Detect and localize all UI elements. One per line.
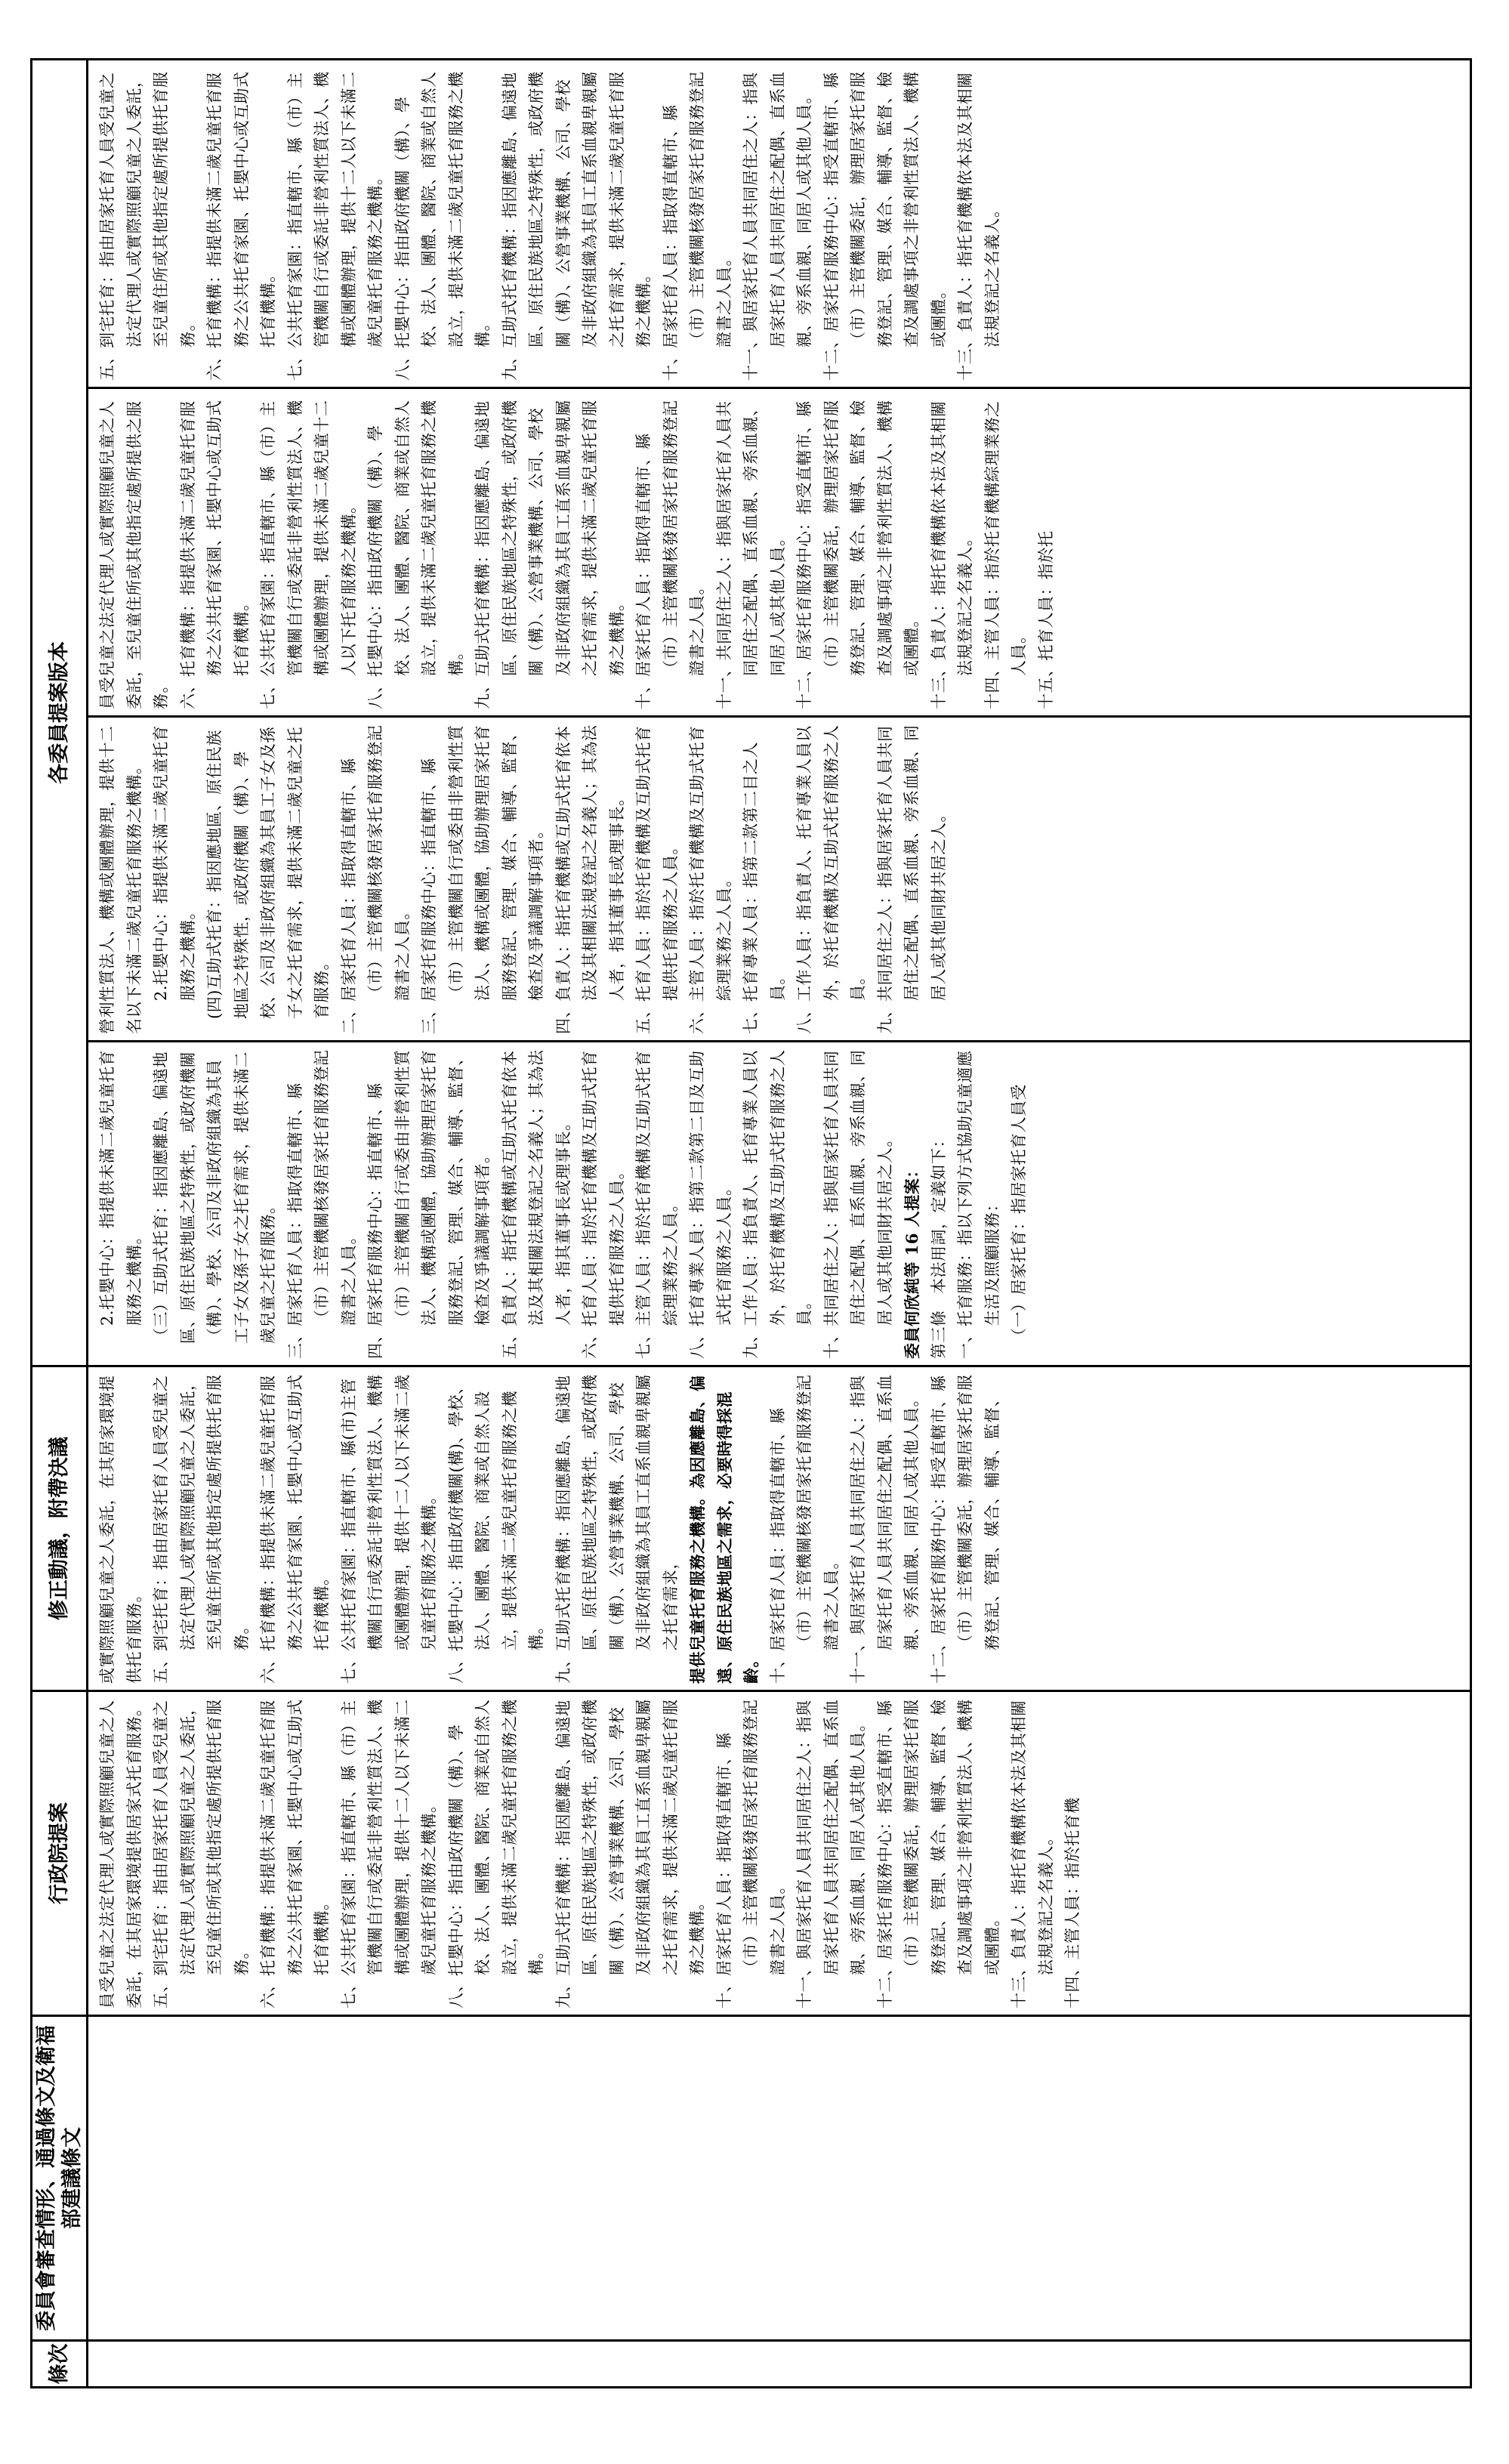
paragraph: 2.托嬰中心：指提供未滿二歲兒童托育服務之機構。 xyxy=(152,724,197,1001)
members-text-c xyxy=(88,389,1066,715)
body-row xyxy=(88,60,1471,2388)
paragraph: 四、居家托育服務中心：指直轄市、縣（市）主管機關自行或委由非營利性質法人、機構或團體，協助辦理居家托育服務登記、管理、媒合、輔導、監督、檢查及爭議調解事項者。 xyxy=(366,1049,492,1359)
members-text-b xyxy=(88,718,958,1040)
paragraph: 十一、共同居住之人：指與居家托育人員共同居住之配偶、直系血親、旁系血親、同居人或其他人員。 xyxy=(714,400,787,709)
header-row xyxy=(32,60,88,2388)
paragraph: 十三、負責人：指托育機構依本法及其相關法規登記之名義人。 xyxy=(956,72,1001,381)
members-cell-c xyxy=(88,388,1471,717)
paragraph: 十、居家托育人員：指取得直轄市、縣（市）主管機關核發居家托育服務登記證書之人員。 xyxy=(634,400,706,709)
paragraph: 七、公共托育家園：指直轄市、縣（市）主管機關自行或委託非營利性質法人、機構或團體辦理，提供十二人以下未滿二歲兒童托育服務之機構。 xyxy=(339,1699,438,2009)
paragraph: 五、到宅托育：指由居家托育人員受兒童之法定代理人或實際照顧兒童之人委託，至兒童住所或其他指定處所提供托育服務。 xyxy=(98,71,197,381)
paragraph: 九、互助式托育機構：指因應離島、偏遠地區、原住民族地區之特殊性，或政府機關（構）、公營事業機構、公司、學校及非政府組織為其員工直系血親卑親屬之托育需求，提供未滿二歲兒童托育服務之機構。 xyxy=(500,71,653,381)
members-cell-d xyxy=(88,60,1471,388)
paragraph: 十一、與居家托育人員共同居住之人：指與居家托育人員共同居住之配偶、直系血親、旁系血親、同居人或其他人員。 xyxy=(849,1374,921,1684)
paragraph: 六、主管人員：指於托育機構及互助式托育綜理業務之人員。 xyxy=(688,725,733,1034)
paragraph: 十、居家托育人員：指取得直轄市、縣（市）主管機關核發居家托育服務登記證書之人員。 xyxy=(714,1699,787,2009)
paragraph: 二、居家托育人員：指取得直轄市、縣（市）主管機關核發居家托育服務登記證書之人員。 xyxy=(339,724,412,1034)
paragraph: （三）互助式托育：指因應離島、偏遠地區、原住民族地區之特殊性，或政府機關（構）、學校、公司及非政府組織為其員工子女及孫子女之托育需求，提供未滿二歲兒童之托育服務。 xyxy=(152,1051,277,1344)
paragraph: 十、居家托育人員：指取得直轄市、縣（市）主管機關核發居家托育服務登記證書之人員。 xyxy=(661,71,733,381)
paragraph: 十四、主管人員：指於托育機構綜理業務之人員。 xyxy=(983,400,1028,709)
paragraph: 九、互助式托育機構：指因應離島、偏遠地區、原住民族地區之特殊性，或政府機關（構）、公營事業機構、公司、學校及非政府組織為其員工直系血親卑親屬之托育需求，提供未滿二歲兒童托育服務之機構。 xyxy=(474,400,626,709)
paragraph: 八、工作人員：指負責人、托育專業人員以外，於托育機構及互助式托育服務之人員。 xyxy=(795,724,867,1034)
article-cell xyxy=(88,2341,1471,2388)
paragraph: 十、居家托育人員：指取得直轄市、縣（市）主管機關核發居家托育服務登記證書之人員。 xyxy=(768,1374,841,1684)
header-exec: 行政院提案 xyxy=(32,1691,88,2016)
paragraph: 六、托育機構：指提供未滿二歲兒童托育服務之公共托育家園、托嬰中心或互助式托育機構。 xyxy=(259,1374,331,1684)
paragraph: 十、共同居住之人：指與居家托育人員共同居住之配偶、直系血親、旁系血親、同居人或其他同財共居之人。 xyxy=(822,1049,894,1359)
amend-text xyxy=(88,1367,1012,1690)
members-cell-b xyxy=(88,717,1471,1042)
members-cell-a xyxy=(88,1042,1471,1366)
header-article: 條次 xyxy=(32,2341,88,2388)
paragraph: 五、負責人：指托育機構或互助式托育依本法及其相關法規登記之名義人；其為法人者，指其董事長或理事長。 xyxy=(500,1049,572,1359)
paragraph: 十三、負責人：指托育機構依本法及其相關法規登記之名義人。 xyxy=(1010,1700,1055,2009)
paragraph: 或實際照顧兒童之人委託，在其居家環境提供托育服務。 xyxy=(98,1375,143,1684)
paragraph: 七、主管人員：指於托育機構及互助式托育綜理業務之人員。 xyxy=(634,1050,680,1359)
paragraph: 十二、居家托育服務中心：指受直轄市、縣（市）主管機關委託，辦理居家托育服務登記、管理、媒合、輔導、監督、檢查及調處事項之非營利性質法人、機構或團體。 xyxy=(875,1699,1001,2009)
paragraph: 員受兒童之法定代理人或實際照顧兒童之人委託，至兒童住所或其他指定處所提供之服務。 xyxy=(98,400,170,709)
members-text-a xyxy=(88,1042,1039,1365)
paragraph: 十一、與居家托育人員共同居住之人：指與居家托育人員共同居住之配偶、直系血親、旁系血親、同居人或其他人員。 xyxy=(795,1699,867,2009)
paragraph: 十二、居家托育服務中心：指受直轄市、縣（市）主管機關委託，辦理居家托育服務登記、管理、媒合、輔導、監督、 xyxy=(929,1374,1001,1684)
paragraph: 十三、負責人：指托育機構依本法及其相關法規登記之名義人。 xyxy=(929,400,974,709)
paragraph: 八、托育專業人員：指第二款第二目及互助式托育服務之人員。 xyxy=(688,1050,733,1359)
paragraph: (四)互助式托育：指因應地區、原住民族地區之特殊性，或政府機關（構）、學校、公司及非政府組織為其員工子女及孫子女之托育需求，提供未滿二歲兒童之托育服務。 xyxy=(205,727,331,1019)
paragraph: 六、托育人員：指於托育機構及互助式托育提供托育服務之人員。 xyxy=(581,1050,626,1359)
paragraph: 四、負責人：指托育機構或互助式托育依本法及其相關法規登記之名義人；其為法人者，指其董事長或理事長。 xyxy=(554,724,626,1034)
paragraph: 九、工作人員：指負責人、托育專業人員以外，於托育機構及互助式托育服務之人員。 xyxy=(742,1049,813,1359)
paragraph: 八、托嬰中心：指由政府機關（構）、學校、法人、團體、醫院、商業或自然人設立，提供未滿二歲兒童托育服務之機構。 xyxy=(393,71,492,381)
exec-text xyxy=(88,1692,1093,2015)
header-review: 委員會審查情形、通過條文及衛福部建議條文 xyxy=(32,2016,88,2341)
paragraph: （一）居家托育：指居家托育人員受 xyxy=(1010,1084,1028,1344)
exec-cell xyxy=(88,1691,1471,2016)
paragraph: 八、托嬰中心：指由政府機關（構）、學校、法人、團體、醫院、商業或自然人設立，提供未滿二歲兒童托育服務之機構。 xyxy=(366,400,465,709)
paragraph: 六、托育機構：指提供未滿二歲兒童托育服務之公共托育家園、托嬰中心或互助式托育機構。 xyxy=(205,71,277,381)
amend-cell xyxy=(88,1366,1471,1691)
paragraph: 提供兒童托育服務之機構。為因應離島、偏遠、原住民族地區之需求，必要時得採混齡。 xyxy=(688,1375,761,1684)
paragraph: 十二、居家托育服務中心：指受直轄市、縣（市）主管機關委託，辦理居家托育服務登記、管理、媒合、輔導、監督、檢查及調處事項之非營利性質法人、機構或團體。 xyxy=(822,71,948,381)
paragraph: 一、托育服務：指以下列方式協助兒童適應生活及照顧服務： xyxy=(956,1050,1001,1359)
paragraph: 五、托育人員：指於托育機構及互助式托育提供托育服務之人員。 xyxy=(634,725,680,1034)
paragraph: 十五、托育人員：指於托 xyxy=(1036,530,1055,709)
header-members: 各委員提案版本 xyxy=(32,60,88,1366)
paragraph: 九、共同居住之人：指與居家托育人員共同居住之配偶、直系血親、旁系血親、同居人或其他同財共居之人。 xyxy=(875,724,948,1034)
paragraph: 員受兒童之法定代理人或實際照顧兒童之人委託，在其居家環境提供居家式托育服務。 xyxy=(98,1700,143,2009)
paragraph: 三、居家托育服務中心：指直轄市、縣（市）主管機關自行或委由非營利性質法人、機構或團體，協助辦理居家托育服務登記、管理、媒合、輔導、監督、檢查及爭議調解事項者。 xyxy=(420,724,545,1034)
paragraph: 十二、居家托育服務中心：指受直轄市、縣（市）主管機關委託，辦理居家托育服務登記、管理、媒合、輔導、監督、檢查及調處事項之非營利性質法人、機構或團體。 xyxy=(795,400,921,709)
paragraph: 2.托嬰中心：指提供未滿二歲兒童托育服務之機構。 xyxy=(98,1049,143,1326)
paragraph: 九、互助式托育機構：指因應離島、偏遠地區、原住民族地區之特殊性，或政府機關（構）、公營事業機構、公司、學校及非政府組織為其員工直系血親卑親屬之托育需求， xyxy=(554,1374,680,1684)
paragraph: 五、到宅托育：指由居家托育人員受兒童之法定代理人或實際照顧兒童之人委託，至兒童住所或其他指定處所提供托育服務。 xyxy=(152,1699,251,2009)
paragraph: 八、托嬰中心：指由政府機關（構）、學校、法人、團體、醫院、商業或自然人設立，提供未滿二歲兒童托育服務之機構。 xyxy=(446,1699,545,2009)
paragraph: 七、公共托育家園：指直轄市、縣（市）主管機關自行或委託非營利性質法人、機構或團體辦理，提供未滿二歲兒童十二人以下托育服務之機構。 xyxy=(259,400,358,709)
paragraph: 八、托嬰中心：指由政府機關(構)、學校、法人、團體、醫院、商業或自然人設立，提供未滿二歲兒童托育服務之機構。 xyxy=(446,1378,545,1684)
paragraph: 五、到宅托育：指由居家托育人員受兒童之法定代理人或實際照顧兒童之人委託，至兒童住所或其他指定處所提供托育服務。 xyxy=(152,1374,251,1684)
paragraph: 委員何欣純等 16 人提案： xyxy=(903,1162,921,1359)
paragraph: 九、互助式托育機構：指因應離島、偏遠地區、原住民族地區之特殊性，或政府機關（構）、公營事業機構、公司、學校及非政府組織為其員工直系血親卑親屬之托育需求，提供未滿二歲兒童托育服務之機構。 xyxy=(554,1699,706,2009)
paragraph: 第三條 本法用詞，定義如下： xyxy=(929,1132,948,1359)
paragraph: 三、居家托育人員：指取得直轄市、縣（市）主管機關核發居家托育服務登記證書之人員。 xyxy=(285,1049,358,1359)
paragraph: 十一、與居家托育人員共同居住之人：指與居家托育人員共同居住之配偶、直系血親、旁系血親、同居人或其他人員。 xyxy=(742,71,813,381)
paragraph: 六、托育機構：指提供未滿二歲兒童托育服務之公共托育家園、托嬰中心或互助式托育機構。 xyxy=(178,400,251,709)
review-cell xyxy=(88,2016,1471,2341)
members-text-d xyxy=(88,60,1012,387)
header-amend: 修正動議，附帶決議 xyxy=(32,1366,88,1691)
paragraph: 營利性質法人、機構或團體辦理，提供十二名以下未滿二歲兒童托育服務之機構。 xyxy=(98,725,143,1034)
paragraph: 七、托育專業人員：指第二款第二目之人員。 xyxy=(742,742,787,1034)
comparison-table xyxy=(30,58,1472,2388)
paragraph: 十四、主管人員：指於托育機 xyxy=(1063,1797,1082,2009)
paragraph: 七、公共托育家園：指直轄市、縣（市）主管機關自行或委託非營利性質法人、機構或團體辦理，提供十二人以下未滿二歲兒童托育服務之機構。 xyxy=(285,71,384,381)
paragraph: 七、公共托育家園：指直轄市、縣(市)主管機關自行或委託非營利性質法人、機構或團體辦理，提供十二人以下未滿二歲兒童托育服務之機構。 xyxy=(339,1374,438,1684)
paragraph: 六、托育機構：指提供未滿二歲兒童托育服務之公共托育家園、托嬰中心或互助式托育機構。 xyxy=(259,1699,331,2009)
